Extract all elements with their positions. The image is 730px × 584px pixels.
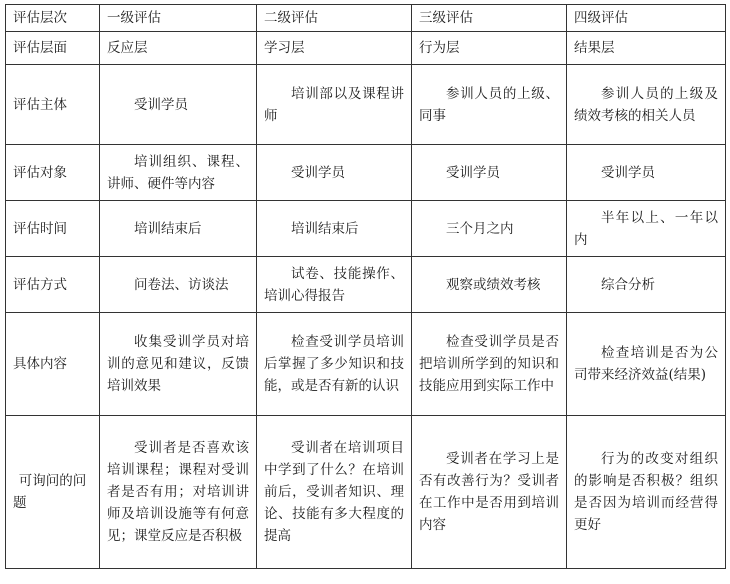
row-label: 评估对象 xyxy=(6,145,100,201)
row-label: 评估方式 xyxy=(6,257,100,313)
table-cell: 检查受训学员培训后掌握了多少知识和技能，或是否有新的认识 xyxy=(257,313,412,416)
table-cell: 受训者是否喜欢该培训课程；课程对受训者是否有用；对培训讲师及培训设施等有何意见；课堂反应是否积极 xyxy=(100,416,257,569)
row-label: 评估主体 xyxy=(6,65,100,145)
table-cell: 行为层 xyxy=(412,32,567,65)
table-cell: 行为的改变对组织的影响是否积极？组织是否因为培训而经营得更好 xyxy=(567,416,726,569)
header-cell-level: 评估层次 xyxy=(6,5,100,32)
row-label: 具体内容 xyxy=(6,313,100,416)
table-cell: 观察或绩效考核 xyxy=(412,257,567,313)
table-cell: 收集受训学员对培训的意见和建议，反馈培训效果 xyxy=(100,313,257,416)
table-cell: 反应层 xyxy=(100,32,257,65)
table-cell: 三个月之内 xyxy=(412,201,567,257)
table-cell: 检查培训是否为公司带来经济效益(结果) xyxy=(567,313,726,416)
row-label: 评估层面 xyxy=(6,32,100,65)
header-cell-level-1: 一级评估 xyxy=(100,5,257,32)
table-header-row xyxy=(6,5,726,32)
table-cell: 培训结束后 xyxy=(100,201,257,257)
table-cell: 参训人员的上级及绩效考核的相关人员 xyxy=(567,65,726,145)
table-cell: 试卷、技能操作、培训心得报告 xyxy=(257,257,412,313)
row-label: 可询问的问题 xyxy=(6,416,100,569)
table-cell: 受训者在培训项目中学到了什么？在培训前后，受训者知识、理论、技能有多大程度的提高 xyxy=(257,416,412,569)
table-cell: 受训学员 xyxy=(567,145,726,201)
table-cell: 受训学员 xyxy=(100,65,257,145)
header-cell-level-4: 四级评估 xyxy=(567,5,726,32)
table-cell: 学习层 xyxy=(257,32,412,65)
table-row-object xyxy=(6,145,726,201)
table-cell: 受训学员 xyxy=(257,145,412,201)
table-cell: 半年以上、一年以内 xyxy=(567,201,726,257)
table-row-method xyxy=(6,257,726,313)
header-cell-level-2: 二级评估 xyxy=(257,5,412,32)
evaluation-table xyxy=(5,4,726,569)
table-cell: 培训部以及课程讲师 xyxy=(257,65,412,145)
table-row-layer xyxy=(6,32,726,65)
table-row-content xyxy=(6,313,726,416)
header-cell-level-3: 三级评估 xyxy=(412,5,567,32)
table-row-subject xyxy=(6,65,726,145)
table-cell: 综合分析 xyxy=(567,257,726,313)
table-row-questions xyxy=(6,416,726,569)
table-cell: 培训结束后 xyxy=(257,201,412,257)
table-row-time xyxy=(6,201,726,257)
table-cell: 结果层 xyxy=(567,32,726,65)
table-cell: 培训组织、课程、讲师、硬件等内容 xyxy=(100,145,257,201)
table-cell: 受训学员 xyxy=(412,145,567,201)
table-cell: 受训者在学习上是否有改善行为？受训者在工作中是否用到培训内容 xyxy=(412,416,567,569)
table-cell: 参训人员的上级、同事 xyxy=(412,65,567,145)
table-cell: 问卷法、访谈法 xyxy=(100,257,257,313)
row-label: 评估时间 xyxy=(6,201,100,257)
table-cell: 检查受训学员是否把培训所学到的知识和技能应用到实际工作中 xyxy=(412,313,567,416)
